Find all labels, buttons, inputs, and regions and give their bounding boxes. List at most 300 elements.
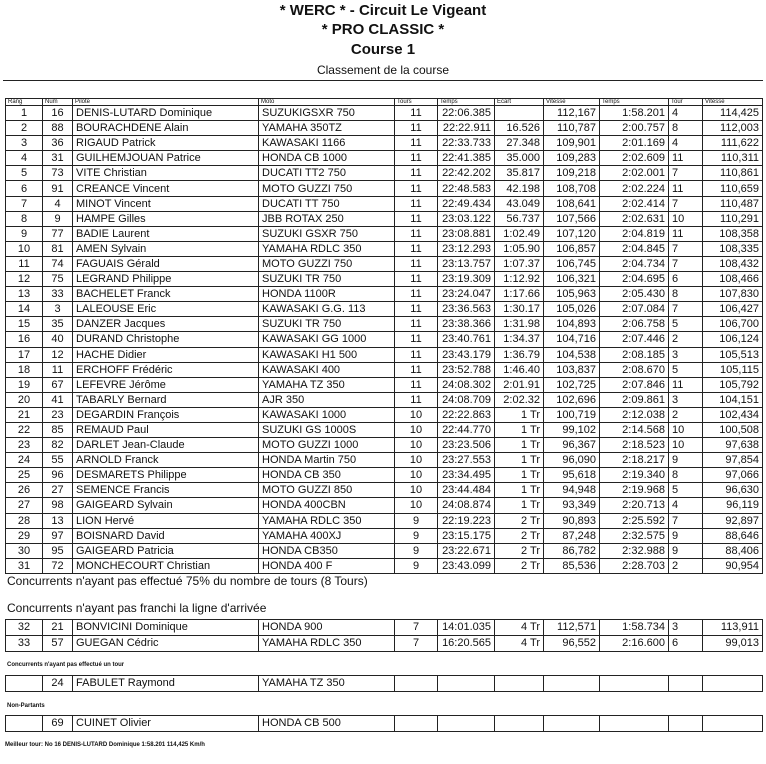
cell-bike: HONDA 900 (259, 620, 395, 636)
cell-number: 16 (43, 106, 73, 121)
result-row (6, 498, 763, 513)
cell-best-lap-speed: 107,830 (703, 287, 763, 302)
cell-best-lap-time: 2:02.224 (600, 181, 669, 196)
cell-bike: HONDA 400 F (259, 558, 395, 573)
cell-best-lap-no: 3 (669, 392, 703, 407)
cell-rank: 16 (6, 332, 43, 347)
cell-number: 85 (43, 422, 73, 437)
cell-total-time: 23:12.293 (438, 241, 495, 256)
col-tours: Tours (395, 99, 438, 106)
cell-rank: 11 (6, 256, 43, 271)
cell-best-lap-speed: 110,861 (703, 166, 763, 181)
result-row (6, 226, 763, 241)
cell-best-lap-no: 11 (669, 226, 703, 241)
cell-gap: 27.348 (495, 136, 544, 151)
cell-rank: 27 (6, 498, 43, 513)
cell-laps (395, 716, 438, 732)
cell-bike: HONDA CB 350 (259, 468, 395, 483)
cell-best-lap-speed: 110,291 (703, 211, 763, 226)
cell-total-time: 24:08.709 (438, 392, 495, 407)
col-ecart: Ecart (495, 99, 544, 106)
cell-rank: 26 (6, 483, 43, 498)
cell-total-time (438, 676, 495, 692)
cell-gap (495, 716, 544, 732)
cell-laps: 10 (395, 483, 438, 498)
cell-best-lap-no: 11 (669, 377, 703, 392)
cell-best-lap-time: 1:58.734 (600, 620, 669, 636)
cell-number: 67 (43, 377, 73, 392)
cell-total-time: 22:06.385 (438, 106, 495, 121)
cell-best-lap-speed: 88,646 (703, 528, 763, 543)
cell-rank: 17 (6, 347, 43, 362)
cell-best-lap-no: 2 (669, 407, 703, 422)
cell-total-time: 23:44.484 (438, 483, 495, 498)
result-row (6, 302, 763, 317)
cell-laps: 9 (395, 528, 438, 543)
cell-total-time: 22:33.733 (438, 136, 495, 151)
col-num: Num (43, 99, 73, 106)
cell-bike: SUZUKI TR 750 (259, 317, 395, 332)
cell-best-lap-no: 10 (669, 211, 703, 226)
cell-rider: FABULET Raymond (73, 676, 259, 692)
cell-gap: 4 Tr (495, 636, 544, 652)
cell-rider: BACHELET Franck (73, 287, 259, 302)
cell-best-lap-time: 2:05.430 (600, 287, 669, 302)
cell-best-lap-no: 5 (669, 317, 703, 332)
cell-laps: 11 (395, 377, 438, 392)
result-row (6, 468, 763, 483)
result-row (6, 483, 763, 498)
not-finished-row (6, 636, 763, 652)
cell-rider: MINOT Vincent (73, 196, 259, 211)
cell-rider: BOISNARD David (73, 528, 259, 543)
cell-best-lap-no: 5 (669, 362, 703, 377)
cell-total-time: 22:48.583 (438, 181, 495, 196)
cell-bike: AJR 350 (259, 392, 395, 407)
cell-avg-speed (544, 676, 600, 692)
cell-gap: 1 Tr (495, 483, 544, 498)
cell-rider: RIGAUD Patrick (73, 136, 259, 151)
cell-rider: GAIGEARD Patricia (73, 543, 259, 558)
cell-total-time (438, 716, 495, 732)
cell-bike: KAWASAKI 1000 (259, 407, 395, 422)
cell-bike: SUZUKI GSXR 750 (259, 226, 395, 241)
cell-avg-speed: 100,719 (544, 407, 600, 422)
cell-gap: 1:46.40 (495, 362, 544, 377)
cell-number: 96 (43, 468, 73, 483)
cell-number: 97 (43, 528, 73, 543)
cell-number: 4 (43, 196, 73, 211)
cell-rank: 28 (6, 513, 43, 528)
cell-avg-speed: 106,857 (544, 241, 600, 256)
cell-gap: 2:02.32 (495, 392, 544, 407)
cell-total-time: 14:01.035 (438, 620, 495, 636)
cell-laps: 11 (395, 272, 438, 287)
cell-best-lap-no: 7 (669, 513, 703, 528)
cell-gap: 1:34.37 (495, 332, 544, 347)
cell-best-lap-time: 2:01.169 (600, 136, 669, 151)
cell-laps: 9 (395, 513, 438, 528)
cell-best-lap-no: 7 (669, 256, 703, 271)
cell-bike: KAWASAKI GG 1000 (259, 332, 395, 347)
cell-laps (395, 676, 438, 692)
cell-gap: 1:30.17 (495, 302, 544, 317)
cell-laps: 11 (395, 362, 438, 377)
cell-avg-speed: 86,782 (544, 543, 600, 558)
cell-best-lap-no: 10 (669, 422, 703, 437)
cell-best-lap-no: 8 (669, 468, 703, 483)
cell-rank: 31 (6, 558, 43, 573)
result-row (6, 196, 763, 211)
result-row (6, 453, 763, 468)
cell-avg-speed: 96,090 (544, 453, 600, 468)
cell-bike: MOTO GUZZI 1000 (259, 438, 395, 453)
cell-best-lap-time: 2:07.084 (600, 302, 669, 317)
cell-gap: 2 Tr (495, 513, 544, 528)
cell-rank: 21 (6, 407, 43, 422)
cell-number: 95 (43, 543, 73, 558)
cell-best-lap-speed: 104,151 (703, 392, 763, 407)
cell-best-lap-time: 2:19.968 (600, 483, 669, 498)
cell-best-lap-speed: 99,013 (703, 636, 763, 652)
cell-best-lap-no: 11 (669, 151, 703, 166)
cell-rider: MONCHECOURT Christian (73, 558, 259, 573)
cell-rider: DANZER Jacques (73, 317, 259, 332)
cell-best-lap-no: 8 (669, 287, 703, 302)
cell-best-lap-speed: 110,487 (703, 196, 763, 211)
cell-best-lap-time: 2:08.185 (600, 347, 669, 362)
cell-avg-speed: 109,283 (544, 151, 600, 166)
cell-rank: 13 (6, 287, 43, 302)
cell-gap: 1 Tr (495, 438, 544, 453)
cell-avg-speed: 95,618 (544, 468, 600, 483)
cell-rider: BOURACHDENE Alain (73, 121, 259, 136)
cell-rider: FAGUAIS Gérald (73, 256, 259, 271)
cell-total-time: 16:20.565 (438, 636, 495, 652)
result-row (6, 438, 763, 453)
result-row (6, 272, 763, 287)
header-rule (3, 80, 763, 81)
cell-rider: GAIGEARD Sylvain (73, 498, 259, 513)
cell-best-lap-time: 2:19.340 (600, 468, 669, 483)
cell-best-lap-speed: 102,434 (703, 407, 763, 422)
cell-rank (6, 716, 43, 732)
cell-best-lap-no: 6 (669, 272, 703, 287)
cell-avg-speed: 105,026 (544, 302, 600, 317)
cell-laps: 11 (395, 196, 438, 211)
cell-best-lap-speed: 108,358 (703, 226, 763, 241)
cell-number: 74 (43, 256, 73, 271)
cell-avg-speed: 103,837 (544, 362, 600, 377)
cell-rider: BADIE Laurent (73, 226, 259, 241)
cell-laps: 10 (395, 422, 438, 437)
cell-total-time: 23:40.761 (438, 332, 495, 347)
cell-rider: SEMENCE Francis (73, 483, 259, 498)
cell-number: 35 (43, 317, 73, 332)
cell-rider: DARLET Jean-Claude (73, 438, 259, 453)
cell-bike: HONDA 1100R (259, 287, 395, 302)
cell-best-lap-speed: 97,066 (703, 468, 763, 483)
cell-best-lap-no: 7 (669, 196, 703, 211)
cell-total-time: 23:08.881 (438, 226, 495, 241)
cell-best-lap-time: 2:08.670 (600, 362, 669, 377)
cell-laps: 7 (395, 620, 438, 636)
cell-best-lap-speed: 106,700 (703, 317, 763, 332)
cell-total-time: 23:43.179 (438, 347, 495, 362)
cell-laps: 11 (395, 181, 438, 196)
cell-best-lap-speed: 105,792 (703, 377, 763, 392)
cell-total-time: 23:22.671 (438, 543, 495, 558)
col-best-speed: Vitesse (703, 99, 763, 106)
cell-number: 98 (43, 498, 73, 513)
cell-best-lap-time: 2:14.568 (600, 422, 669, 437)
cell-number: 41 (43, 392, 73, 407)
result-row (6, 136, 763, 151)
cell-best-lap-time: 2:32.575 (600, 528, 669, 543)
cell-rider: TABARLY Bernard (73, 392, 259, 407)
cell-rank: 30 (6, 543, 43, 558)
cell-rank: 9 (6, 226, 43, 241)
cell-rider: LION Hervé (73, 513, 259, 528)
result-row (6, 121, 763, 136)
cell-bike: SUZUKI TR 750 (259, 272, 395, 287)
cell-gap: 1:07.37 (495, 256, 544, 271)
cell-gap: 1:31.98 (495, 317, 544, 332)
cell-best-lap-speed: 106,124 (703, 332, 763, 347)
section-not-finished-label: Concurrents n'ayant pas franchi la ligne d'arrivée (7, 601, 267, 615)
cell-best-lap-no: 3 (669, 620, 703, 636)
cell-best-lap-time: 2:04.695 (600, 272, 669, 287)
col-moto: Moto (259, 99, 395, 106)
cell-rider: BONVICINI Dominique (73, 620, 259, 636)
cell-bike: MOTO GUZZI 750 (259, 256, 395, 271)
cell-avg-speed: 85,536 (544, 558, 600, 573)
cell-total-time: 22:22.863 (438, 407, 495, 422)
cell-best-lap-no (669, 676, 703, 692)
cell-avg-speed: 109,218 (544, 166, 600, 181)
cell-bike: DUCATI TT2 750 (259, 166, 395, 181)
cell-rank: 14 (6, 302, 43, 317)
cell-gap: 2 Tr (495, 543, 544, 558)
cell-rank: 25 (6, 468, 43, 483)
cell-best-lap-no: 2 (669, 558, 703, 573)
cell-rider: CUINET Olivier (73, 716, 259, 732)
cell-best-lap-speed: 97,638 (703, 438, 763, 453)
col-pilote: Pilote (73, 99, 259, 106)
result-row (6, 422, 763, 437)
cell-best-lap-no (669, 716, 703, 732)
best-lap-note: Meilleur tour: No 16 DENIS-LUTARD Dominique 1:58.201 114,425 Km/h (5, 742, 205, 748)
cell-best-lap-no: 9 (669, 528, 703, 543)
cell-best-lap-no: 9 (669, 543, 703, 558)
cell-number: 21 (43, 620, 73, 636)
cell-avg-speed: 106,321 (544, 272, 600, 287)
cell-bike: JBB ROTAX 250 (259, 211, 395, 226)
results-header-row (6, 99, 763, 106)
cell-total-time: 22:44.770 (438, 422, 495, 437)
cell-avg-speed: 104,893 (544, 317, 600, 332)
cell-rider: HAMPE Gilles (73, 211, 259, 226)
cell-avg-speed: 93,349 (544, 498, 600, 513)
cell-bike: YAMAHA RDLC 350 (259, 636, 395, 652)
cell-avg-speed: 108,708 (544, 181, 600, 196)
cell-total-time: 23:27.553 (438, 453, 495, 468)
cell-best-lap-no: 6 (669, 636, 703, 652)
cell-best-lap-speed: 96,630 (703, 483, 763, 498)
cell-best-lap-speed: 100,508 (703, 422, 763, 437)
cell-rider: ERCHOFF Frédéric (73, 362, 259, 377)
cell-bike: KAWASAKI H1 500 (259, 347, 395, 362)
cell-bike: KAWASAKI G.G. 113 (259, 302, 395, 317)
cell-laps: 11 (395, 121, 438, 136)
cell-best-lap-no: 7 (669, 166, 703, 181)
cell-best-lap-speed: 106,427 (703, 302, 763, 317)
cell-best-lap-speed: 90,954 (703, 558, 763, 573)
result-row (6, 513, 763, 528)
cell-best-lap-time: 2:00.757 (600, 121, 669, 136)
cell-avg-speed: 104,538 (544, 347, 600, 362)
result-row (6, 211, 763, 226)
cell-best-lap-time (600, 676, 669, 692)
cell-rank: 2 (6, 121, 43, 136)
cell-laps: 11 (395, 256, 438, 271)
cell-best-lap-speed (703, 676, 763, 692)
cell-best-lap-time: 2:07.846 (600, 377, 669, 392)
result-row (6, 543, 763, 558)
result-row (6, 407, 763, 422)
cell-number: 9 (43, 211, 73, 226)
cell-number: 33 (43, 287, 73, 302)
cell-laps: 11 (395, 317, 438, 332)
cell-number: 72 (43, 558, 73, 573)
cell-gap: 1 Tr (495, 498, 544, 513)
cell-bike: HONDA CB 1000 (259, 151, 395, 166)
cell-rider: LEGRAND Philippe (73, 272, 259, 287)
cell-bike: DUCATI TT 750 (259, 196, 395, 211)
cell-rider: AMEN Sylvain (73, 241, 259, 256)
cell-best-lap-no: 3 (669, 347, 703, 362)
cell-avg-speed: 109,901 (544, 136, 600, 151)
cell-best-lap-no: 4 (669, 136, 703, 151)
cell-bike: YAMAHA RDLC 350 (259, 241, 395, 256)
cell-total-time: 23:19.309 (438, 272, 495, 287)
cell-best-lap-no: 7 (669, 241, 703, 256)
result-row (6, 287, 763, 302)
cell-rank: 7 (6, 196, 43, 211)
cell-best-lap-speed: 112,003 (703, 121, 763, 136)
cell-bike: YAMAHA 400XJ (259, 528, 395, 543)
result-row (6, 558, 763, 573)
cell-number: 81 (43, 241, 73, 256)
col-best-lap: Tour (669, 99, 703, 106)
cell-total-time: 23:03.122 (438, 211, 495, 226)
cell-laps: 9 (395, 543, 438, 558)
cell-bike: HONDA Martin 750 (259, 453, 395, 468)
section-no-lap-label: Concurrents n'ayant pas effectué un tour (7, 662, 125, 668)
cell-best-lap-time: 2:18.523 (600, 438, 669, 453)
cell-number: 13 (43, 513, 73, 528)
no-lap-row (6, 676, 763, 692)
cell-total-time: 22:19.223 (438, 513, 495, 528)
cell-gap: 1:05.90 (495, 241, 544, 256)
result-row (6, 528, 763, 543)
cell-laps: 10 (395, 438, 438, 453)
cell-best-lap-time: 2:06.758 (600, 317, 669, 332)
cell-number: 40 (43, 332, 73, 347)
cell-gap: 42.198 (495, 181, 544, 196)
page-title: * WERC * - Circuit Le Vigeant (279, 2, 487, 19)
cell-laps: 11 (395, 347, 438, 362)
cell-laps: 11 (395, 211, 438, 226)
cell-avg-speed: 105,963 (544, 287, 600, 302)
cell-best-lap-time: 2:20.713 (600, 498, 669, 513)
cell-total-time: 22:41.385 (438, 151, 495, 166)
cell-bike: HONDA 400CBN (259, 498, 395, 513)
cell-rider: VITE Christian (73, 166, 259, 181)
cell-best-lap-no: 9 (669, 453, 703, 468)
result-row (6, 166, 763, 181)
cell-best-lap-no: 4 (669, 498, 703, 513)
cell-best-lap-speed: 108,466 (703, 272, 763, 287)
cell-avg-speed: 110,787 (544, 121, 600, 136)
cell-avg-speed: 104,716 (544, 332, 600, 347)
cell-gap: 2:01.91 (495, 377, 544, 392)
cell-bike: MOTO GUZZI 750 (259, 181, 395, 196)
cell-total-time: 23:13.757 (438, 256, 495, 271)
cell-rank: 8 (6, 211, 43, 226)
cell-laps: 11 (395, 166, 438, 181)
result-row (6, 106, 763, 121)
cell-laps: 11 (395, 106, 438, 121)
cell-best-lap-speed: 88,406 (703, 543, 763, 558)
cell-rank: 24 (6, 453, 43, 468)
section-less-75-label: Concurrents n'ayant pas effectué 75% du nombre de tours (8 Tours) (7, 574, 368, 588)
cell-total-time: 23:15.175 (438, 528, 495, 543)
cell-laps: 10 (395, 498, 438, 513)
cell-rank: 12 (6, 272, 43, 287)
cell-best-lap-speed (703, 716, 763, 732)
cell-gap: 4 Tr (495, 620, 544, 636)
cell-rider: LEFEVRE Jérôme (73, 377, 259, 392)
cell-best-lap-time (600, 716, 669, 732)
result-row (6, 151, 763, 166)
cell-total-time: 23:43.099 (438, 558, 495, 573)
result-row (6, 347, 763, 362)
cell-number: 31 (43, 151, 73, 166)
cell-laps: 11 (395, 151, 438, 166)
cell-best-lap-time: 2:18.217 (600, 453, 669, 468)
cell-bike: YAMAHA TZ 350 (259, 676, 395, 692)
cell-best-lap-no: 4 (669, 106, 703, 121)
cell-avg-speed: 107,566 (544, 211, 600, 226)
cell-best-lap-speed: 110,311 (703, 151, 763, 166)
cell-gap: 1 Tr (495, 407, 544, 422)
cell-best-lap-no: 2 (669, 332, 703, 347)
cell-rank: 5 (6, 166, 43, 181)
cell-laps: 10 (395, 453, 438, 468)
cell-best-lap-speed: 111,622 (703, 136, 763, 151)
cell-laps: 7 (395, 636, 438, 652)
classification-subtitle: Classement de la course (316, 63, 450, 77)
cell-best-lap-speed: 92,897 (703, 513, 763, 528)
col-rang: Rang (6, 99, 43, 106)
cell-laps: 11 (395, 332, 438, 347)
cell-number: 77 (43, 226, 73, 241)
cell-total-time: 23:52.788 (438, 362, 495, 377)
non-starters-table (5, 715, 763, 732)
cell-avg-speed: 96,552 (544, 636, 600, 652)
cell-best-lap-speed: 114,425 (703, 106, 763, 121)
